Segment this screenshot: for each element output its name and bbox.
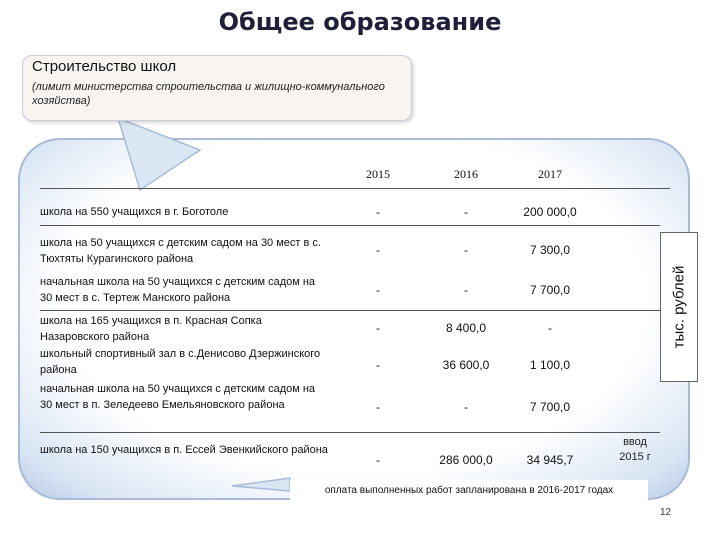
unit-label: тыс. рублей — [670, 265, 688, 349]
row-label: школьный спортивный зал в с.Денисово Дзержинского района — [40, 348, 321, 376]
row-label: школа на 550 учащихся в г. Боготоле — [40, 206, 229, 218]
cell-2016: 286 000,0 — [439, 453, 493, 467]
cell-2017: 34 945,7 — [526, 453, 574, 467]
year-header-2016: 2016 — [454, 167, 478, 181]
row-label: школа на 165 учащихся в п. Красная Сопка Назаровского района — [40, 315, 262, 343]
row-label: школа на 150 учащихся в п. Ессей Эвенкийского района — [40, 444, 328, 456]
row-divider — [40, 310, 660, 311]
year-header-2015: 2015 — [366, 167, 390, 181]
cell-2017: 7 300,0 — [529, 243, 571, 257]
row-label: школа на 50 учащихся с детским садом на 30 мест в с. Тюхтяты Курагинского района — [40, 237, 321, 265]
commissioning-note: ввод 2015 г — [619, 436, 651, 463]
cell-2015: - — [376, 321, 380, 335]
cell-2017: 200 000,0 — [523, 205, 577, 219]
cell-2016: - — [464, 283, 468, 297]
header-divider — [40, 188, 670, 189]
cell-2015: - — [376, 243, 380, 257]
cell-2017: 7 700,0 — [529, 400, 571, 414]
cell-2016: - — [464, 400, 468, 414]
cell-2017: 7 700,0 — [529, 283, 571, 297]
page-title: Общее образование — [218, 8, 502, 36]
row-label: начальная школа на 50 учащихся с детским садом на 30 мест в п. Зеледеево Емельяновского района — [40, 383, 316, 411]
header-title: Строительство школ — [32, 58, 177, 75]
row-divider — [40, 432, 660, 433]
year-header-2017: 2017 — [538, 167, 562, 181]
cell-2015: - — [376, 283, 380, 297]
row-divider — [40, 225, 660, 226]
cell-2015: - — [376, 205, 380, 219]
cell-2016: 8 400,0 — [445, 321, 487, 335]
cell-2016: - — [464, 243, 468, 257]
cell-2015: - — [376, 400, 380, 414]
cell-2015: - — [376, 358, 380, 372]
row-label: начальная школа на 50 учащихся с детским садом на 30 мест в с. Тертеж Манского района — [40, 276, 316, 304]
cell-2017: - — [548, 321, 552, 335]
cell-2017: 1 100,0 — [529, 358, 571, 372]
page-number: 12 — [660, 507, 672, 518]
cell-2016: - — [464, 205, 468, 219]
cell-2016: 36 600,0 — [442, 358, 490, 372]
header-subtitle: (лимит министерства строительства и жилищно-коммунального хозяйства) — [32, 81, 385, 107]
cell-2015: - — [376, 453, 380, 467]
footnote: оплата выполненных работ запланирована в 2016-2017 годах — [290, 480, 648, 502]
